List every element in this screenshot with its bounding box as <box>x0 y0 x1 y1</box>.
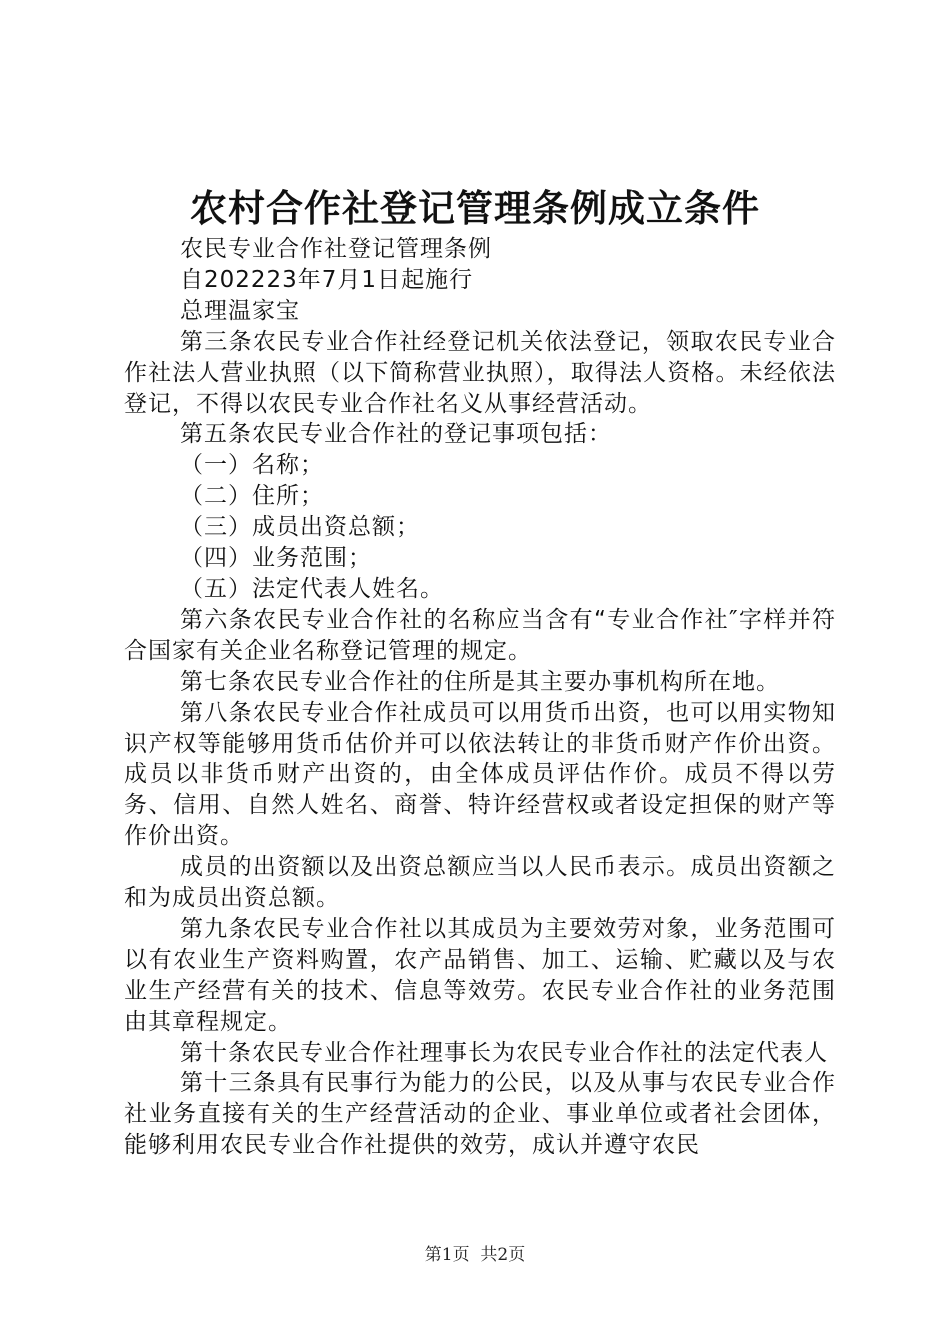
paragraph: 第八条农民专业合作社成员可以用货币出资，也可以用实物知识产权等能够用货币估价并可以依法转让的非货币财产作价出资。成员以非货币财产出资的，由全体成员评估作价。成员不得以劳务、信用、自然人姓名、商誉、特许经营权或者设定担保的财产等作价出资。 <box>124 699 836 850</box>
paragraph: 第十三条具有民事行为能力的公民，以及从事与农民专业合作社业务直接有关的生产经营活动的企业、事业单位或者社会团体，能够利用农民专业合作社提供的效劳，成认并遵守农民 <box>124 1070 836 1159</box>
list-item: （二）住所； <box>180 483 324 510</box>
paragraph: 第五条农民专业合作社的登记事项包括： <box>180 421 612 448</box>
paragraph: 农民专业合作社登记管理条例 <box>180 236 492 262</box>
list-item: （一）名称； <box>180 452 324 479</box>
page-footer: 第1页 共2页 <box>424 1245 526 1265</box>
paragraph: 第七条农民专业合作社的住所是其主要办事机构所在地。 <box>180 668 780 695</box>
paragraph: 第十条农民专业合作社理事长为农民专业合作社的法定代表人 <box>180 1039 828 1066</box>
paragraph: 第九条农民专业合作社以其成员为主要效劳对象，业务范围可以有农业生产资料购置，农产品销售、加工、运输、贮藏以及与农业生产经营有关的技术、信息等效劳。农民专业合作社的业务范围由其章程规定。 <box>124 915 836 1035</box>
list-item: （五）法定代表人姓名。 <box>180 575 444 602</box>
paragraph: 自202223年7月1日起施行 <box>180 266 474 293</box>
paragraph: 第三条农民专业合作社经登记机关依法登记，领取农民专业合作社法人营业执照（以下简称营业执照），取得法人资格。未经依法登记，不得以农民专业合作社名义从事经营活动。 <box>124 328 836 417</box>
paragraph: 成员的出资额以及出资总额应当以人民币表示。成员出资额之和为成员出资总额。 <box>124 854 836 912</box>
document-title: 农村合作社登记管理条例成立条件 <box>190 186 760 230</box>
list-item: （四）业务范围； <box>180 545 372 572</box>
document-body <box>124 234 836 1161</box>
list-item: （三）成员出资总额； <box>180 514 420 541</box>
paragraph: 总理温家宝 <box>180 297 300 324</box>
paragraph: 第六条农民专业合作社的名称应当含有“专业合作社″字样并符合国家有关企业名称登记管理的规定。 <box>124 606 836 664</box>
